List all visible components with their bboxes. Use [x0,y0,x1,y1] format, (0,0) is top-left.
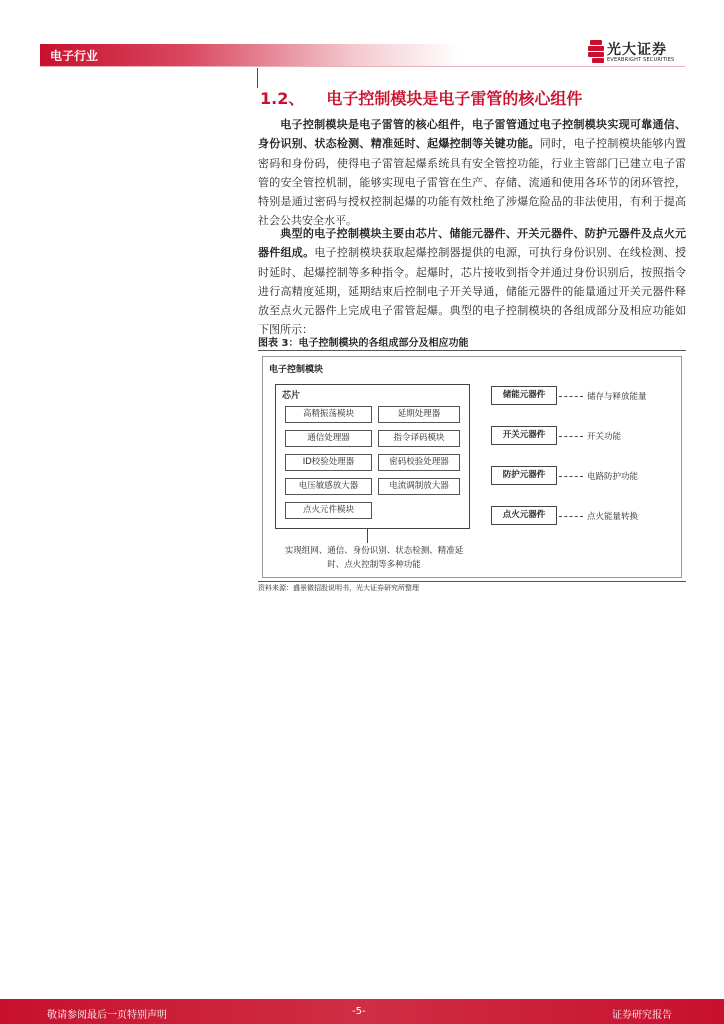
diagram-title: 电子控制模块 [269,365,324,375]
component-ignition: 点火元器件 [491,506,557,525]
chip-module: 延期处理器 [378,406,460,423]
dash-connector [559,396,583,397]
header-divider [40,66,685,67]
chip-module: 密码校验处理器 [378,454,460,471]
section-heading: 电子控制模块是电子雷管的核心组件 [326,89,583,108]
figure-caption: 图表 3：电子控制模块的各组成部分及相应功能 [258,338,469,349]
footer-bar [0,999,724,1024]
component-function: 储存与释放能量 [587,392,647,402]
component-protection: 防护元器件 [491,466,557,485]
chip-module: 电流调制放大器 [378,478,460,495]
section-rule [257,68,258,88]
chip-function: 实现组网、通信、身份识别、状态检测、精准延时、点火控制等多种功能 [284,546,464,570]
paragraph-1-key-sentence: 电子控制模块是电子雷管的核心组件，电子雷管通过电子控制模块实现可靠通信、身份识别、状态检测、精准延时、起爆控制等关键功能。 [258,118,686,151]
logo-mark-icon [588,40,604,64]
paragraph-2-body: 电子控制模块获取起爆控制器提供的电源，可执行身份识别、在线检测、授时延时、起爆控制等多种指令。起爆时，芯片接收到指令并通过身份识别后，按照指令进行高精度延期，延期结束后控制电子开关导通，储能元器件的能量通过开关元器件释放至点火元器件上完成电子雷管起爆。典型的电子控制模块的各组成部分及相应功能如下图所示： [258,246,687,337]
component-function: 点火能量转换 [587,512,639,522]
paragraph-2-key-sentence: 典型的电子控制模块主要由芯片、储能元器件、开关元器件、防护元器件及点火元器件组成。 [258,227,686,260]
chip-module: 电压敏感放大器 [285,478,372,495]
component-function: 电路防护功能 [587,472,639,482]
dash-connector [559,476,583,477]
footer-disclaimer: 敬请参阅最后一页特别声明 [47,1010,167,1021]
chip-module: 通信处理器 [285,430,372,447]
report-type: 证券研究报告 [612,1010,672,1021]
chip-module: 点火元件模块 [285,502,372,519]
figure-source: 资料来源：盛景微招股说明书，光大证券研究所整理 [258,584,419,592]
figure-bottom-rule [258,581,686,582]
logo-name-cn: 光大证券 [607,42,667,58]
chip-module: ID校验处理器 [285,454,372,471]
section-title [260,86,582,109]
chip-box [275,384,470,529]
industry-label: 电子行业 [50,49,99,63]
figure-top-rule [258,350,686,351]
chip-module: 指令译码模块 [378,430,460,447]
industry-banner [40,44,460,66]
paragraph-1-body: 同时，电子控制模块能够内置密码和身份码，使得电子雷管起爆系统具有安全管控功能，行业主管部门已建立电子雷管的安全管控机制，能够实现电子雷管在生产、存储、流通和使用各环节的闭环管控，特别是通过密码与授权控制起爆的功能有效杜绝了涉爆危险品的非法使用，有利于提高社会公共安全水平。 [258,137,687,228]
component-switch: 开关元器件 [491,426,557,445]
module-diagram [262,356,682,578]
dash-connector [559,516,583,517]
chip-connector [367,529,368,543]
page-number: -5- [352,1006,366,1017]
section-number: 1.2、 [260,89,305,108]
company-logo [588,40,688,68]
chip-module: 高精振荡模块 [285,406,372,423]
paragraph-2 [258,224,686,340]
dash-connector [559,436,583,437]
component-energy-storage: 储能元器件 [491,386,557,405]
paragraph-1 [258,115,686,231]
logo-name-en: EVERBRIGHT SECURITIES [607,57,675,63]
component-function: 开关功能 [587,432,622,442]
chip-label: 芯片 [282,391,301,401]
